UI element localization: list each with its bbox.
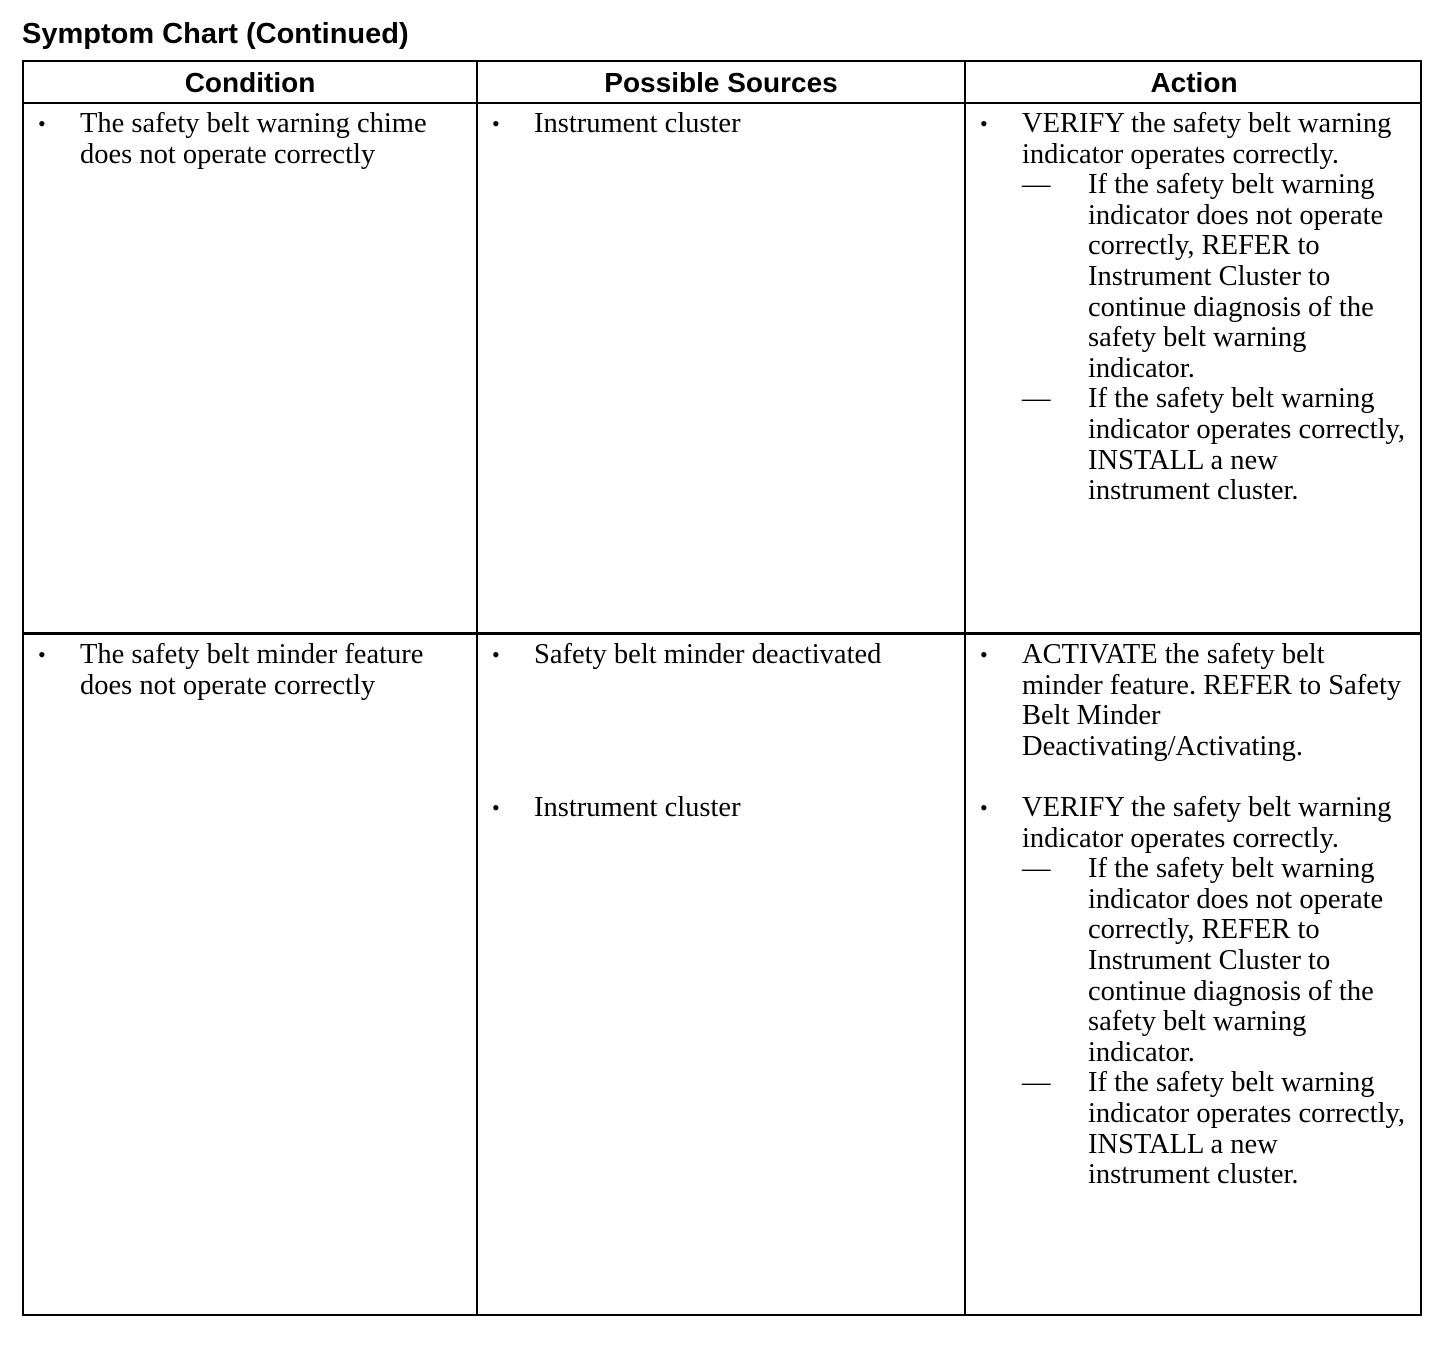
source-item [478, 640, 956, 671]
row-1-action-cell [966, 109, 1406, 507]
dash-icon: — [1022, 383, 1051, 415]
action-subitem-text: If the safety belt warning indicator operates correctly, INSTALL a new instrument cluster. [1088, 383, 1406, 507]
action-subitem [1022, 384, 1406, 506]
header-condition: Condition [184, 67, 316, 98]
row-2-action-1-cell [966, 640, 1406, 762]
action-subitem-text: If the safety belt warning indicator does not operate correctly, REFER to Instrument Cluster to continue diagnosis of the safety belt warning indicator. [1088, 169, 1384, 384]
bullet-icon: • [980, 111, 988, 136]
action-text: VERIFY the safety belt warning indicator operates correctly. [1022, 792, 1392, 854]
row-divider [24, 632, 1420, 635]
header-action: Action [1150, 67, 1238, 98]
source-item [478, 793, 956, 824]
action-item [966, 640, 1406, 762]
dash-icon: — [1022, 1067, 1051, 1099]
condition-text: The safety belt minder feature does not operate correctly [80, 639, 424, 701]
action-subitem-text: If the safety belt warning indicator operates correctly, INSTALL a new instrument cluster. [1088, 1067, 1406, 1191]
bullet-icon: • [492, 111, 500, 136]
dash-icon: — [1022, 853, 1051, 885]
row-2-action-2-cell [966, 793, 1406, 1191]
dash-icon: — [1022, 169, 1051, 201]
bullet-icon: • [980, 642, 988, 667]
action-text: ACTIVATE the safety belt minder feature. REFER to Safety Belt Minder Deactivating/Activating. [1022, 639, 1402, 762]
row-1-condition-cell [24, 109, 464, 170]
action-subitem [1022, 854, 1406, 1068]
condition-item [24, 640, 464, 701]
action-item [966, 109, 1406, 507]
bullet-icon: • [980, 795, 988, 820]
action-item [966, 793, 1406, 1191]
source-text: Instrument cluster [534, 792, 741, 823]
bullet-icon: • [492, 642, 500, 667]
row-2-condition-cell [24, 640, 464, 701]
action-subitem-text: If the safety belt warning indicator does not operate correctly, REFER to Instrument Cluster to continue diagnosis of the safety belt warning indicator. [1088, 853, 1384, 1068]
source-item [478, 109, 956, 140]
column-divider [476, 62, 478, 1314]
bullet-icon: • [38, 111, 46, 136]
symptom-table [22, 60, 1422, 1316]
source-text: Instrument cluster [534, 108, 741, 139]
source-text: Safety belt minder deactivated [534, 639, 882, 670]
condition-item [24, 109, 464, 170]
row-2-source-2-cell [478, 793, 956, 824]
page-title: Symptom Chart (Continued) [22, 18, 409, 50]
action-subitem [1022, 1068, 1406, 1190]
action-text: VERIFY the safety belt warning indicator operates correctly. [1022, 108, 1392, 170]
action-subitem [1022, 170, 1406, 384]
bullet-icon: • [492, 795, 500, 820]
header-possible-sources: Possible Sources [604, 67, 838, 98]
row-1-sources-cell [478, 109, 956, 140]
bullet-icon: • [38, 642, 46, 667]
condition-text: The safety belt warning chime does not operate correctly [80, 108, 427, 170]
row-2-source-1-cell [478, 640, 956, 671]
